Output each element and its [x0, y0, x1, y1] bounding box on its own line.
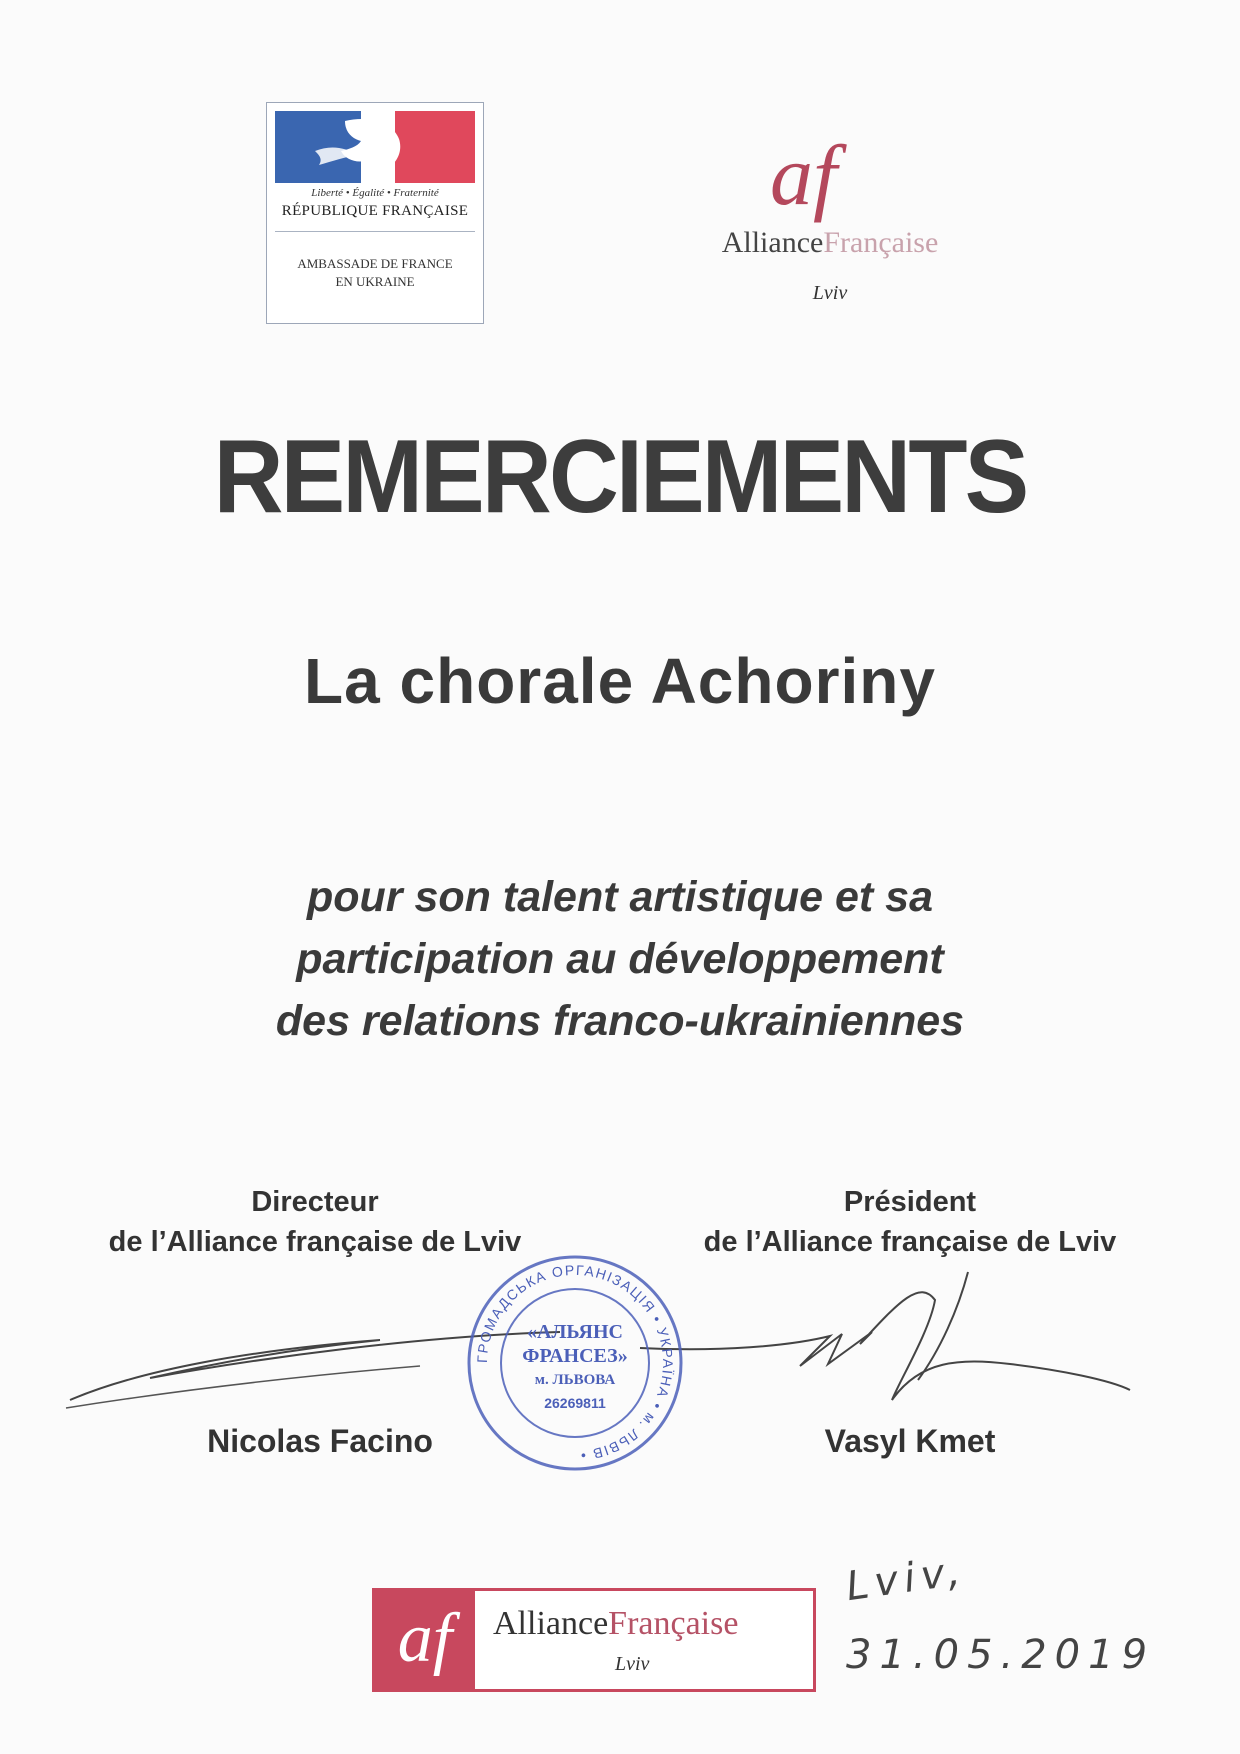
reason-line-2: participation au développement	[296, 935, 944, 983]
certificate-title: REMERCIEMENTS	[213, 419, 1027, 535]
stamp-line1: «АЛЬЯНС	[527, 1321, 623, 1343]
embassy-divider	[275, 231, 475, 232]
alliance-top-name-part1: Alliance	[721, 226, 824, 259]
alliance-bottom-city: Lviv	[615, 1653, 650, 1675]
embassy-motto: Liberté • Égalité • Fraternité	[311, 187, 439, 199]
reason-line-3: des relations franco-ukrainiennes	[275, 997, 965, 1045]
alliance-bottom-name	[493, 1605, 738, 1643]
official-stamp	[460, 1248, 690, 1478]
embassy-name-line1: AMBASSADE DE FRANCE	[297, 256, 453, 271]
right-role-line2: de l’Alliance française de Lviv	[703, 1226, 1117, 1258]
right-role-line1: Président	[843, 1186, 977, 1218]
left-role-line1: Directeur	[251, 1186, 379, 1218]
handwritten-date: 31.05.2019	[846, 1632, 1156, 1678]
left-signature-underline-icon	[66, 1366, 420, 1408]
right-signatory-name: Vasyl Kmet	[824, 1423, 996, 1459]
certificate-recipient: La chorale Achoriny	[304, 645, 936, 717]
embassy-name	[277, 255, 473, 291]
alliance-top-af-mark: af	[770, 127, 837, 223]
alliance-bottom-name-part2: Française	[608, 1605, 739, 1642]
stamp-code: 26269811	[544, 1395, 606, 1411]
alliance-top-name-part2: Française	[823, 226, 939, 259]
alliance-bottom-af-mark: af	[375, 1591, 475, 1689]
embassy-logo	[266, 102, 484, 324]
left-role-line2: de l’Alliance française de Lviv	[108, 1226, 522, 1258]
handwritten-place: Lviv,	[843, 1547, 969, 1611]
marianne-flag-icon	[275, 111, 475, 183]
stamp-ring-text: ГРОМАДСЬКА ОРГАНІЗАЦІЯ • УКРАЇНА • м. ЛЬВІВ •	[473, 1261, 677, 1464]
alliance-top-city: Lviv	[812, 282, 848, 304]
certificate-reason	[0, 866, 1240, 1052]
left-signatory-name: Nicolas Facino	[207, 1423, 433, 1459]
alliance-bottom-logo	[372, 1588, 816, 1692]
embassy-name-line2: EN UKRAINE	[335, 274, 415, 289]
stamp-line2: ФРАНСЕЗ»	[522, 1345, 628, 1367]
reason-line-1: pour son talent artistique et sa	[307, 873, 933, 921]
stamp-line3: м. ЛЬВОВА	[534, 1372, 616, 1388]
alliance-bottom-name-part1: Alliance	[493, 1605, 609, 1642]
embassy-republic: RÉPUBLIQUE FRANÇAISE	[281, 203, 469, 219]
alliance-top-name	[680, 226, 980, 260]
right-signature-icon	[640, 1292, 1130, 1400]
